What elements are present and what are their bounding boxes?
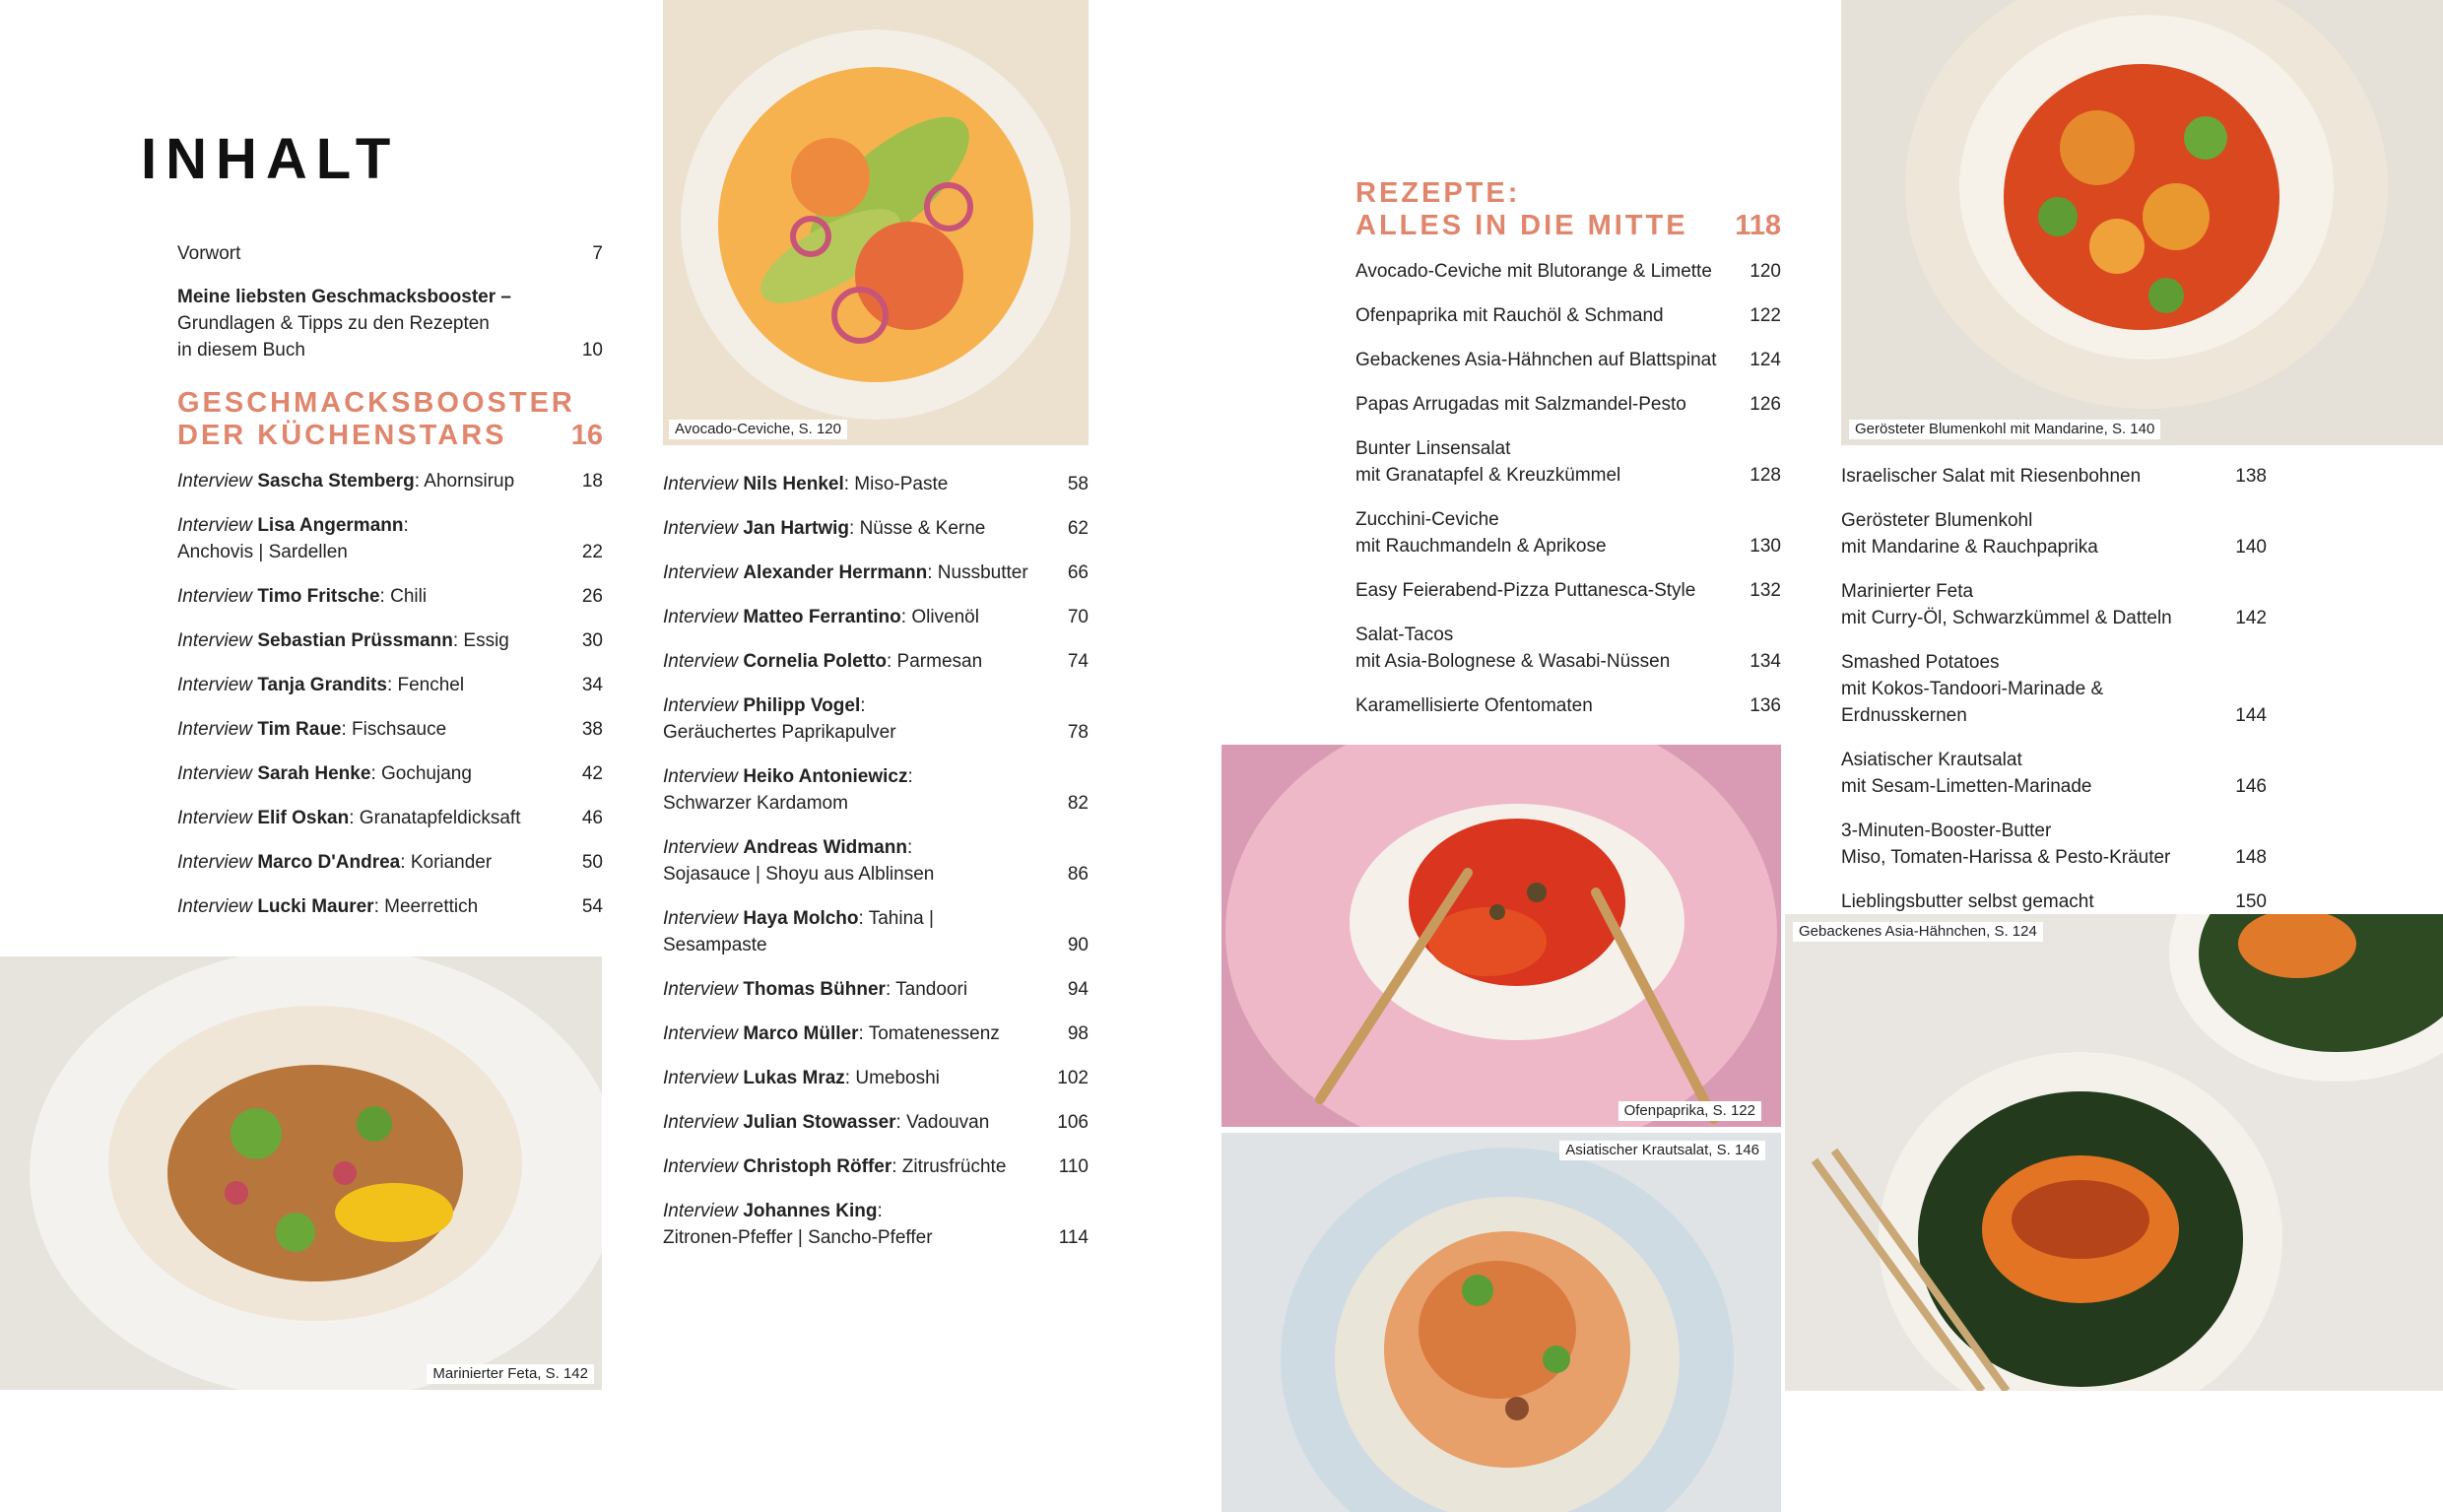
entry-topic-line2: Geräuchertes Paprikapulver	[663, 722, 896, 743]
entry-topic: : Chili	[379, 586, 428, 607]
entry-name: Heiko Antoniewicz	[743, 766, 908, 787]
section-heading-page: 16	[570, 420, 603, 451]
entry-label-line2: mit Curry-Öl, Schwarzkümmel & Datteln	[1841, 608, 2172, 628]
entry-label: Bunter Linsensalat	[1355, 438, 1511, 459]
toc-column-4	[1841, 463, 2267, 915]
toc-column-3	[1355, 177, 1781, 719]
entry-page: 142	[2235, 608, 2267, 628]
entry-page: 122	[1750, 305, 1781, 326]
entry-topic: : Olivenöl	[900, 607, 979, 627]
entry-name: Julian Stowasser	[743, 1112, 896, 1133]
toc-entry-recipe[interactable]	[1841, 578, 2267, 631]
entry-topic: : Essig	[452, 630, 509, 651]
entry-page: 50	[581, 852, 603, 873]
section-heading-line1: GESCHMACKSBOOSTER	[177, 387, 575, 419]
section-heading-kuechenstars[interactable]	[177, 387, 603, 452]
photo-caption: Avocado-Ceviche, S. 120	[669, 420, 847, 439]
entry-prefix: Interview	[663, 1201, 739, 1221]
entry-prefix: Interview	[663, 474, 739, 494]
photo-geroesteter-blumenkohl	[1841, 0, 2443, 445]
entry-page: 86	[1067, 864, 1089, 885]
entry-label: Karamellisierte Ofentomaten	[1355, 695, 1593, 716]
entry-name: Elif Oskan	[257, 808, 350, 828]
entry-label: Easy Feierabend-Pizza Puttanesca-Style	[1355, 580, 1696, 601]
entry-name: Nils Henkel	[743, 474, 844, 494]
section-heading-line2: DER KÜCHENSTARS	[177, 420, 507, 451]
entry-label-line2: mit Sesam-Limetten-Marinade	[1841, 776, 2092, 797]
entry-page: 74	[1067, 651, 1089, 672]
entry-label-line2: mit Mandarine & Rauchpaprika	[1841, 537, 2098, 558]
toc-entry-recipe[interactable]	[1355, 692, 1781, 719]
entry-topic: :	[860, 695, 866, 716]
toc-entry-interview[interactable]	[177, 627, 603, 654]
entry-page: 110	[1058, 1156, 1089, 1177]
entry-page: 38	[581, 719, 603, 740]
interview-list-1	[177, 468, 603, 920]
toc-entry-recipe[interactable]	[1841, 463, 2267, 490]
toc-entry-interview[interactable]	[663, 905, 1089, 958]
entry-page: 90	[1067, 935, 1089, 955]
photo-caption: Ofenpaprika, S. 122	[1618, 1101, 1761, 1121]
toc-entry-recipe[interactable]	[1841, 888, 2267, 915]
entry-page: 30	[581, 630, 603, 651]
toc-column-1	[177, 240, 603, 920]
entry-topic: :	[877, 1201, 883, 1221]
entry-page: 126	[1750, 394, 1781, 415]
recipe-list-2	[1841, 463, 2267, 915]
entry-topic: :	[906, 837, 913, 858]
entry-prefix: Interview	[177, 808, 253, 828]
entry-label: Asiatischer Krautsalat	[1841, 750, 2022, 770]
entry-topic: : Ahornsirup	[414, 471, 515, 492]
entry-name: Marco Müller	[743, 1023, 859, 1044]
entry-page: 26	[581, 586, 603, 607]
photo-avocado-ceviche	[663, 0, 1089, 445]
entry-label-bold: Meine liebsten Geschmacksbooster –	[177, 287, 511, 307]
entry-label: Vorwort	[177, 243, 241, 264]
toc-entry-recipe[interactable]	[1355, 506, 1781, 559]
entry-label: Salat-Tacos	[1355, 625, 1454, 645]
entry-prefix: Interview	[177, 630, 253, 651]
entry-label-line2: mit Granatapfel & Kreuzkümmel	[1355, 465, 1621, 486]
entry-prefix: Interview	[663, 607, 739, 627]
toc-entry-interview[interactable]	[663, 471, 1089, 497]
entry-topic: : Tandoori	[885, 979, 968, 1000]
toc-entry-interview[interactable]	[177, 760, 603, 787]
entry-page: 58	[1067, 474, 1089, 494]
entry-topic: : Vadouvan	[895, 1112, 990, 1133]
toc-entry-recipe[interactable]	[1841, 649, 2267, 729]
toc-entry-recipe[interactable]	[1355, 577, 1781, 604]
entry-name: Tanja Grandits	[257, 675, 387, 695]
entry-label: Gebackenes Asia-Hähnchen auf Blattspinat	[1355, 350, 1717, 370]
toc-entry-interview[interactable]	[177, 849, 603, 876]
entry-label: Israelischer Salat mit Riesenbohnen	[1841, 466, 2142, 487]
toc-entry-recipe[interactable]	[1841, 818, 2267, 871]
paprika-image	[1222, 745, 1781, 1127]
toc-entry-interview[interactable]	[177, 468, 603, 494]
entry-page: 146	[2235, 776, 2267, 797]
entry-page: 18	[581, 471, 603, 492]
entry-name: Philipp Vogel	[743, 695, 861, 716]
page-title: INHALT	[141, 127, 400, 191]
entry-label: 3-Minuten-Booster-Butter	[1841, 821, 2052, 841]
entry-topic: : Fischsauce	[341, 719, 447, 740]
section-heading-rezepte[interactable]	[1355, 177, 1781, 242]
photo-ofenpaprika	[1222, 745, 1781, 1127]
toc-entry-interview[interactable]	[663, 604, 1089, 630]
entry-prefix: Interview	[663, 562, 739, 583]
entry-page: 120	[1750, 261, 1781, 282]
entry-name: Timo Fritsche	[257, 586, 380, 607]
entry-topic: : Miso-Paste	[843, 474, 949, 494]
toc-entry-interview[interactable]	[177, 512, 603, 565]
entry-prefix: Interview	[663, 518, 739, 539]
entry-name: Haya Molcho	[743, 908, 859, 929]
entry-name: Alexander Herrmann	[743, 562, 928, 583]
entry-topic: : Tahina | Sesampaste	[663, 908, 934, 955]
toc-entry-recipe[interactable]	[1355, 302, 1781, 329]
recipe-list-1	[1355, 258, 1781, 719]
entry-prefix: Interview	[663, 695, 739, 716]
toc-entry-interview[interactable]	[177, 672, 603, 698]
entry-name: Sebastian Prüssmann	[257, 630, 453, 651]
entry-page: 134	[1750, 651, 1781, 672]
entry-prefix: Interview	[663, 837, 739, 858]
entry-name: Jan Hartwig	[743, 518, 850, 539]
haehnchen-image	[1785, 914, 2443, 1391]
section-heading-line2: ALLES IN DIE MITTE	[1355, 210, 1688, 241]
entry-name: Sascha Stemberg	[257, 471, 415, 492]
krautsalat-image	[1222, 1133, 1781, 1512]
entry-page: 140	[2235, 537, 2267, 558]
entry-page: 34	[581, 675, 603, 695]
feta-image	[0, 956, 602, 1390]
toc-entry-interview[interactable]	[177, 583, 603, 610]
toc-entry-interview[interactable]	[663, 1198, 1089, 1251]
entry-label-line2: Miso, Tomaten-Harissa & Pesto-Kräuter	[1841, 847, 2171, 868]
toc-entry-interview[interactable]	[663, 976, 1089, 1003]
entry-topic: : Tomatenessenz	[858, 1023, 1000, 1044]
entry-prefix: Interview	[663, 766, 739, 787]
entry-name: Tim Raue	[257, 719, 342, 740]
toc-entry-recipe[interactable]	[1841, 747, 2267, 800]
toc-entry-recipe[interactable]	[1355, 435, 1781, 489]
toc-entry-interview[interactable]	[663, 648, 1089, 675]
toc-entry-interview[interactable]	[663, 1109, 1089, 1136]
entry-page: 102	[1057, 1068, 1089, 1088]
entry-page: 46	[581, 808, 603, 828]
entry-name: Sarah Henke	[257, 763, 371, 784]
entry-prefix: Interview	[663, 651, 739, 672]
entry-prefix: Interview	[663, 908, 739, 929]
entry-prefix: Interview	[177, 675, 253, 695]
entry-prefix: Interview	[663, 979, 739, 1000]
entry-topic: : Granatapfeldicksaft	[349, 808, 521, 828]
entry-page: 10	[581, 340, 603, 361]
entry-label-line2: mit Kokos-Tandoori-Marinade & Erdnusskernen	[1841, 679, 2104, 726]
entry-label-line3: in diesem Buch	[177, 340, 305, 361]
entry-name: Cornelia Poletto	[743, 651, 887, 672]
entry-name: Christoph Röffer	[743, 1156, 892, 1177]
entry-label: Ofenpaprika mit Rauchöl & Schmand	[1355, 305, 1664, 326]
entry-topic: : Gochujang	[370, 763, 472, 784]
toc-entry-interview[interactable]	[663, 692, 1089, 746]
entry-page: 144	[2235, 705, 2267, 726]
entry-topic: : Nussbutter	[927, 562, 1028, 583]
ceviche-image	[663, 0, 1089, 445]
photo-caption: Asiatischer Krautsalat, S. 146	[1559, 1141, 1765, 1160]
entry-page: 130	[1750, 536, 1781, 557]
toc-entry-recipe[interactable]	[1355, 622, 1781, 675]
entry-page: 7	[592, 243, 603, 264]
entry-page: 62	[1067, 518, 1089, 539]
entry-topic-line2: Zitronen-Pfeffer | Sancho-Pfeffer	[663, 1227, 933, 1248]
entry-name: Andreas Widmann	[743, 837, 907, 858]
entry-page: 70	[1067, 607, 1089, 627]
entry-page: 82	[1067, 793, 1089, 814]
toc-entry-interview[interactable]	[177, 805, 603, 831]
entry-label-line2: Grundlagen & Tipps zu den Rezepten	[177, 313, 490, 334]
entry-page: 54	[581, 896, 603, 917]
entry-topic: :	[403, 515, 409, 536]
toc-entry-interview[interactable]	[663, 1020, 1089, 1047]
entry-topic: : Nüsse & Kerne	[849, 518, 986, 539]
blumenkohl-image	[1841, 0, 2443, 445]
entry-label: Avocado-Ceviche mit Blutorange & Limette	[1355, 261, 1712, 282]
entry-page: 114	[1058, 1227, 1089, 1248]
entry-page: 128	[1750, 465, 1781, 486]
entry-label: Zucchini-Ceviche	[1355, 509, 1499, 530]
toc-entry-interview[interactable]	[177, 716, 603, 743]
entry-label-line2: mit Asia-Bolognese & Wasabi-Nüssen	[1355, 651, 1671, 672]
photo-caption: Gerösteter Blumenkohl mit Mandarine, S. 140	[1849, 420, 2160, 439]
entry-name: Lucki Maurer	[257, 896, 374, 917]
entry-topic: : Umeboshi	[844, 1068, 940, 1088]
entry-label-line2: mit Rauchmandeln & Aprikose	[1355, 536, 1607, 557]
toc-entry-recipe[interactable]	[1355, 347, 1781, 373]
entry-page: 78	[1067, 722, 1089, 743]
entry-prefix: Interview	[177, 719, 253, 740]
toc-entry-interview[interactable]	[663, 1065, 1089, 1091]
entry-topic: : Fenchel	[386, 675, 465, 695]
toc-entry-recipe[interactable]	[1355, 258, 1781, 285]
entry-name: Marco D'Andrea	[257, 852, 401, 873]
photo-caption: Marinierter Feta, S. 142	[427, 1364, 594, 1384]
section-heading-page: 118	[1735, 210, 1781, 241]
entry-prefix: Interview	[177, 515, 253, 536]
entry-page: 22	[581, 542, 603, 562]
entry-page: 124	[1750, 350, 1781, 370]
entry-name: Johannes King	[743, 1201, 878, 1221]
toc-entry-vorwort[interactable]	[177, 240, 603, 267]
entry-name: Lukas Mraz	[743, 1068, 845, 1088]
entry-topic: : Koriander	[400, 852, 493, 873]
entry-prefix: Interview	[177, 896, 253, 917]
photo-gebackenes-asia-haehnchen	[1785, 914, 2443, 1391]
entry-name: Lisa Angermann	[257, 515, 404, 536]
entry-prefix: Interview	[177, 852, 253, 873]
toc-entry-booster[interactable]	[177, 284, 603, 363]
toc-entry-interview[interactable]	[177, 893, 603, 920]
photo-caption: Gebackenes Asia-Hähnchen, S. 124	[1793, 922, 2043, 942]
entry-topic-line2: Sojasauce | Shoyu aus Alblinsen	[663, 864, 935, 885]
entry-name: Thomas Bühner	[743, 979, 886, 1000]
interview-list-2	[663, 471, 1089, 1251]
entry-label: Lieblingsbutter selbst gemacht	[1841, 891, 2094, 912]
entry-topic: : Parmesan	[887, 651, 983, 672]
entry-label: Marinierter Feta	[1841, 581, 1974, 602]
entry-topic-line2: Anchovis | Sardellen	[177, 542, 348, 562]
toc-entry-recipe[interactable]	[1841, 507, 2267, 560]
toc-entry-interview[interactable]	[663, 559, 1089, 586]
entry-prefix: Interview	[663, 1068, 739, 1088]
entry-prefix: Interview	[177, 586, 253, 607]
toc-entry-interview[interactable]	[663, 515, 1089, 542]
entry-page: 136	[1750, 695, 1781, 716]
photo-asiatischer-krautsalat	[1222, 1133, 1781, 1512]
entry-label: Gerösteter Blumenkohl	[1841, 510, 2033, 531]
entry-prefix: Interview	[177, 471, 253, 492]
photo-marinierter-feta	[0, 956, 602, 1390]
entry-page: 94	[1067, 979, 1089, 1000]
entry-prefix: Interview	[177, 763, 253, 784]
toc-entry-interview[interactable]	[663, 834, 1089, 887]
entry-label: Smashed Potatoes	[1841, 652, 2000, 673]
entry-page: 42	[581, 763, 603, 784]
entry-name: Matteo Ferrantino	[743, 607, 901, 627]
entry-page: 98	[1067, 1023, 1089, 1044]
entry-page: 132	[1750, 580, 1781, 601]
entry-topic: : Zitrusfrüchte	[891, 1156, 1007, 1177]
entry-prefix: Interview	[663, 1023, 739, 1044]
toc-entry-interview[interactable]	[663, 1153, 1089, 1180]
entry-page: 138	[2235, 466, 2267, 487]
entry-prefix: Interview	[663, 1112, 739, 1133]
entry-page: 66	[1067, 562, 1089, 583]
entry-prefix: Interview	[663, 1156, 739, 1177]
entry-topic: : Meerrettich	[373, 896, 479, 917]
toc-column-2	[663, 471, 1089, 1251]
toc-entry-recipe[interactable]	[1355, 391, 1781, 418]
entry-page: 148	[2235, 847, 2267, 868]
section-heading-line1: REZEPTE:	[1355, 177, 1521, 209]
entry-page: 106	[1057, 1112, 1089, 1133]
entry-label: Papas Arrugadas mit Salzmandel-Pesto	[1355, 394, 1686, 415]
entry-topic: :	[907, 766, 913, 787]
entry-page: 150	[2235, 891, 2267, 912]
entry-topic-line2: Schwarzer Kardamom	[663, 793, 848, 814]
toc-entry-interview[interactable]	[663, 763, 1089, 817]
